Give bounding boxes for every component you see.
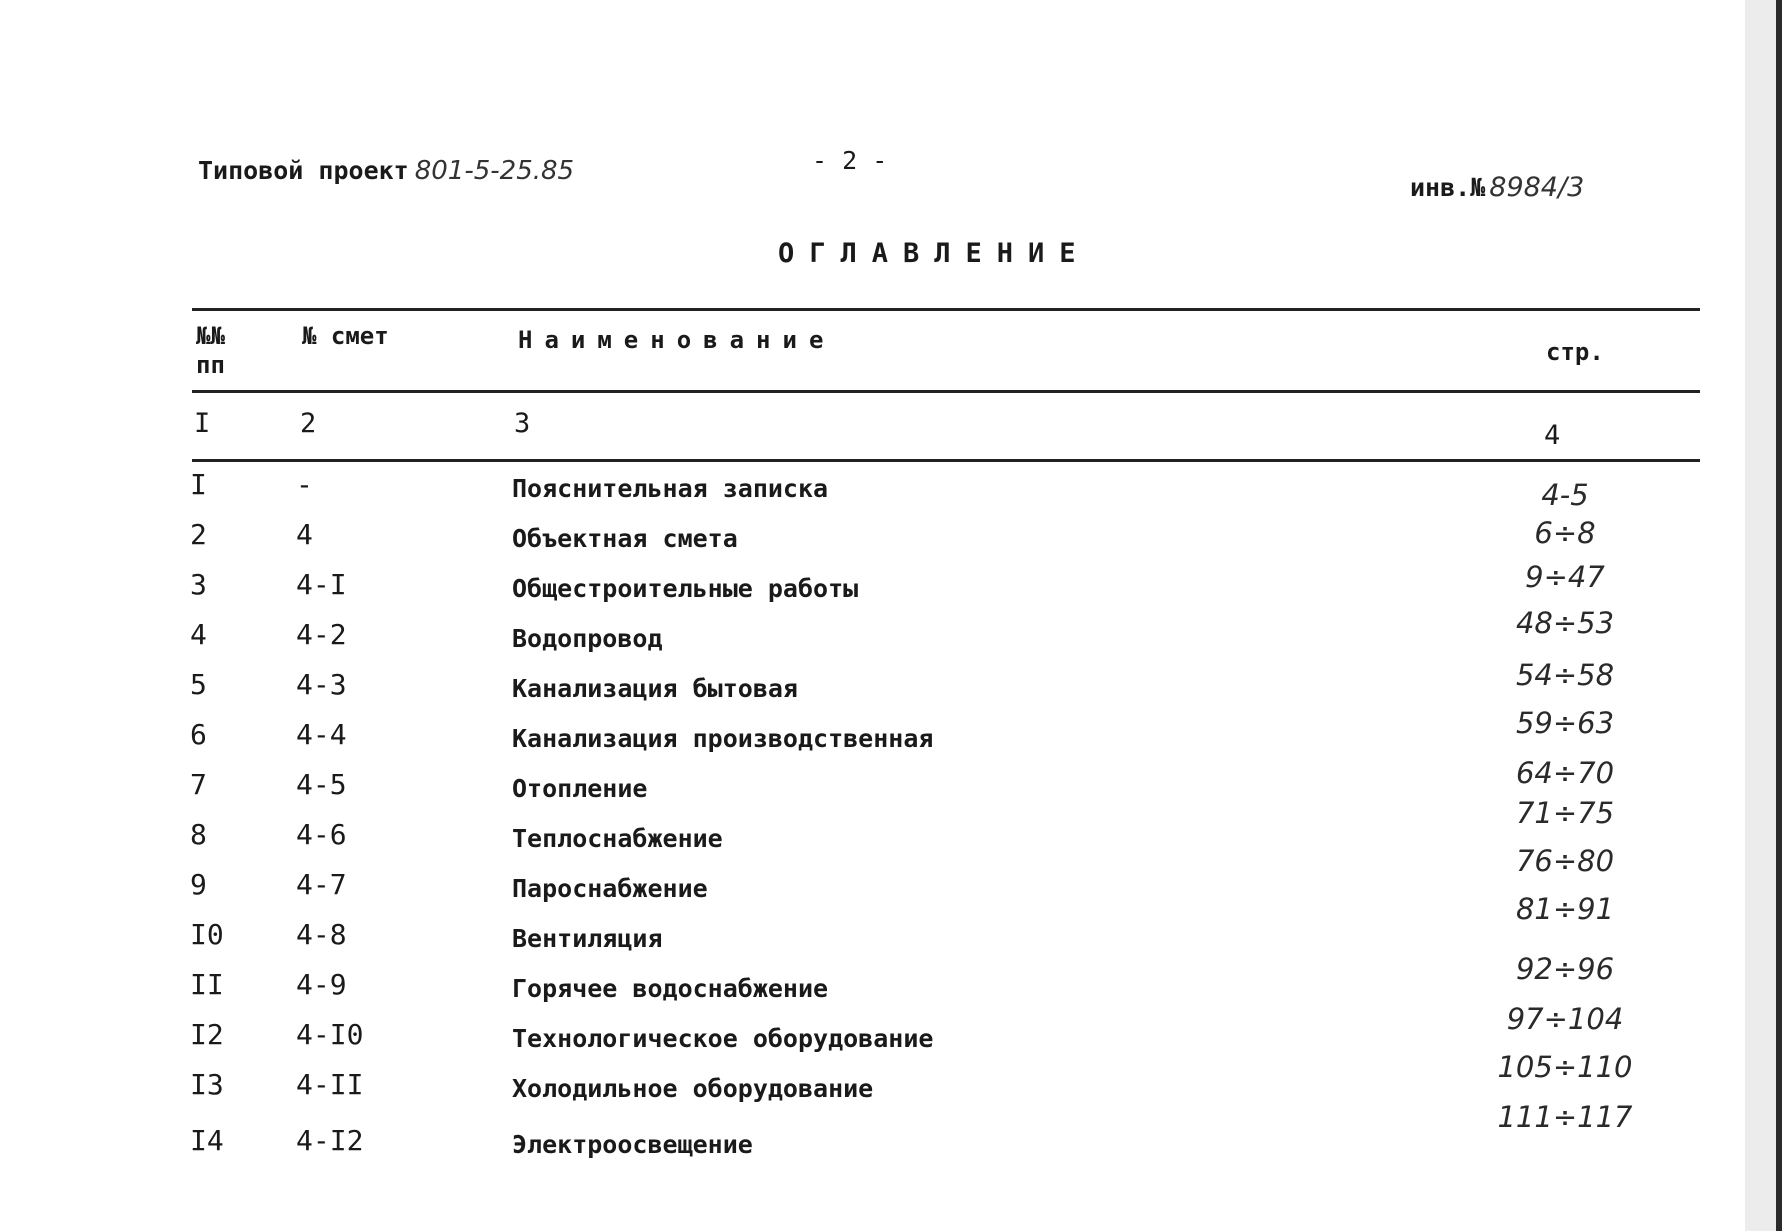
row-pages: 111÷117 bbox=[1497, 1100, 1633, 1134]
row-number: 4 bbox=[190, 618, 207, 651]
row-name: Общестроительные работы bbox=[512, 574, 859, 603]
row-smeta: 4 bbox=[296, 518, 313, 551]
page-number: - 2 - bbox=[812, 146, 888, 175]
row-number: I3 bbox=[190, 1068, 224, 1101]
row-name: Электроосвещение bbox=[512, 1130, 753, 1159]
page-title: ОГЛАВЛЕНИЕ bbox=[778, 238, 1091, 269]
column-number-4: 4 bbox=[1544, 420, 1561, 451]
row-number: 7 bbox=[190, 768, 207, 801]
row-number: 8 bbox=[190, 818, 207, 851]
header-divider-rule bbox=[192, 390, 1700, 393]
row-pages: 92÷96 bbox=[1515, 952, 1615, 986]
row-pages: 71÷75 bbox=[1515, 796, 1615, 830]
column-number-3: 3 bbox=[514, 408, 531, 439]
row-name: Пояснительная записка bbox=[512, 474, 829, 503]
project-number: 801-5-25.85 bbox=[414, 156, 575, 186]
row-pages: 6÷8 bbox=[1534, 516, 1596, 550]
row-smeta: 4-7 bbox=[296, 868, 347, 901]
row-number: 6 bbox=[190, 718, 207, 751]
row-number: II bbox=[190, 968, 224, 1001]
row-name: Технологическое оборудование bbox=[512, 1024, 934, 1053]
row-pages: 54÷58 bbox=[1515, 658, 1615, 692]
row-smeta: 4-5 bbox=[296, 768, 347, 801]
row-smeta: 4-I2 bbox=[296, 1124, 364, 1157]
row-name: Водопровод bbox=[512, 624, 663, 653]
table-top-rule bbox=[192, 308, 1700, 311]
column-number-2: 2 bbox=[300, 408, 317, 439]
row-name: Теплоснабжение bbox=[512, 824, 723, 853]
row-pages: 48÷53 bbox=[1515, 606, 1615, 640]
row-pages: 76÷80 bbox=[1515, 844, 1615, 878]
row-pages: 59÷63 bbox=[1515, 706, 1615, 740]
row-pages: 97÷104 bbox=[1506, 1002, 1624, 1036]
inventory-number: 8984/3 bbox=[1489, 172, 1585, 203]
row-smeta: 4-6 bbox=[296, 818, 347, 851]
row-number: 2 bbox=[190, 518, 207, 551]
row-name: Канализация производственная bbox=[512, 724, 934, 753]
row-pages: 105÷110 bbox=[1497, 1050, 1633, 1084]
row-pages: 81÷91 bbox=[1515, 892, 1615, 926]
row-smeta: 4-I bbox=[296, 568, 347, 601]
row-name: Отопление bbox=[512, 774, 648, 803]
column-number-rule bbox=[192, 459, 1700, 462]
row-smeta: 4-3 bbox=[296, 668, 347, 701]
column-header-name: Наименование bbox=[518, 326, 836, 354]
table-row bbox=[0, 468, 1782, 518]
row-smeta: 4-2 bbox=[296, 618, 347, 651]
row-smeta: 4-8 bbox=[296, 918, 347, 951]
row-number: 9 bbox=[190, 868, 207, 901]
row-smeta: - bbox=[296, 468, 313, 501]
row-number: I4 bbox=[190, 1124, 224, 1157]
column-header-num: №№ пп bbox=[196, 322, 225, 379]
row-number: 3 bbox=[190, 568, 207, 601]
row-pages: 9÷47 bbox=[1525, 560, 1605, 594]
row-smeta: 4-II bbox=[296, 1068, 364, 1101]
row-smeta: 4-9 bbox=[296, 968, 347, 1001]
row-name: Горячее водоснабжение bbox=[512, 974, 829, 1003]
row-name: Вентиляция bbox=[512, 924, 663, 953]
row-name: Канализация бытовая bbox=[512, 674, 798, 703]
row-pages: 64÷70 bbox=[1515, 756, 1615, 790]
inventory-label: инв.№ bbox=[1410, 173, 1486, 202]
column-header-page: стр. bbox=[1546, 338, 1604, 366]
row-pages: 4-5 bbox=[1541, 478, 1589, 512]
row-name: Пароснабжение bbox=[512, 874, 708, 903]
inventory-header bbox=[1410, 172, 1584, 203]
row-smeta: 4-I0 bbox=[296, 1018, 364, 1051]
project-header bbox=[198, 156, 574, 186]
row-number: I0 bbox=[190, 918, 224, 951]
row-name: Холодильное оборудование bbox=[512, 1074, 874, 1103]
row-number: I2 bbox=[190, 1018, 224, 1051]
column-header-smeta: № смет bbox=[302, 322, 389, 350]
table-row bbox=[0, 1100, 1782, 1174]
row-number: I bbox=[190, 468, 207, 501]
row-number: 5 bbox=[190, 668, 207, 701]
row-name: Объектная смета bbox=[512, 524, 738, 553]
row-smeta: 4-4 bbox=[296, 718, 347, 751]
project-label: Типовой проект bbox=[198, 156, 409, 185]
column-number-1: I bbox=[194, 408, 211, 439]
